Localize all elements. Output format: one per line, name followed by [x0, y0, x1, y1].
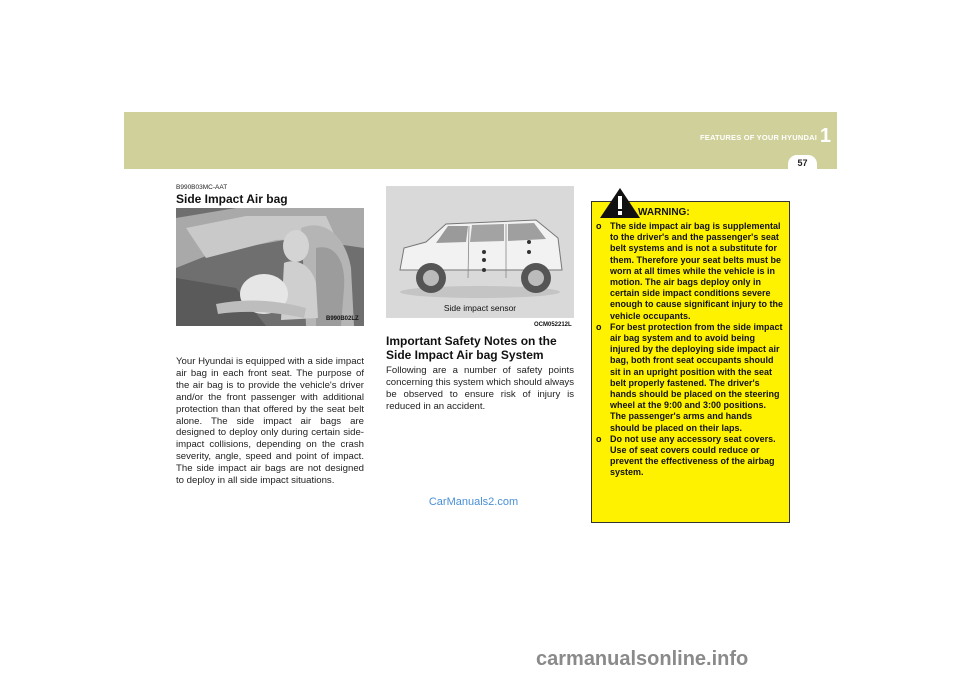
side-impact-sensor-illustration [386, 186, 574, 318]
section-code: B990B03MC-AAT [176, 184, 228, 191]
safety-notes-description: Following are a number of safety points concerning this system which should always be observed to ensure risk of injury is reduced in an accident. [386, 365, 574, 412]
warning-bullet: o [596, 433, 602, 444]
watermark-carmanualsonline: carmanualsonline.info [536, 648, 749, 670]
chapter-number: 1 [819, 125, 831, 147]
warning-item-text: For best protection from the side impact air bag system and to avoid being injured by the deploying side impact air bag, both front seat occupants should sit in an upright position with the seat belt properly fastened. The driver's hands should be placed on the steering wheel at the 9:00 and 3:00 positions. The passenger's arms and hands should be placed on their laps. [610, 321, 783, 433]
warning-list [596, 221, 784, 479]
warning-bullet: o [596, 221, 602, 231]
section-title-safety-notes: Important Safety Notes on the Side Impact Air bag System [386, 334, 557, 362]
warning-item-text: Do not use any accessory seat covers. Use of seat covers could reduce or prevent the effectiveness of the airbag system. [610, 433, 776, 478]
page-number: 57 [797, 158, 808, 168]
exclamation-icon [600, 188, 640, 223]
warning-title: WARNING: [638, 207, 690, 218]
sensor-caption: Side impact sensor [443, 303, 517, 313]
chapter-header-band [124, 112, 837, 169]
sensor-image-code: OCM052212L [534, 322, 572, 328]
side-airbag-description: Your Hyundai is equipped with a side impact air bag in each front seat. The purpose of the air bag is to provide the vehicle's driver and/or the front passenger with additional protection than that offered by the seat belt alone. The side impact air bags are designed to deploy only during certain side-impact collisions, depending on the crash severity, angle, speed and point of impact. The side impact air bags are not designed to deploy in all side impact situations. [176, 356, 364, 487]
illustration-code: B990B02LZ [326, 316, 359, 322]
side-airbag-illustration [176, 208, 364, 326]
warning-item [596, 221, 784, 322]
warning-item [596, 322, 784, 434]
section-title-side-impact-air-bag: Side Impact Air bag [176, 192, 288, 206]
chapter-title: FEATURES OF YOUR HYUNDAI [699, 133, 817, 142]
warning-item-text: The side impact air bag is supplemental to the driver's and the passenger's seat belt systems and is not a substitute for them. Therefore your seat belts must be worn at all times while the vehicle is in motion. The air bags deploy only in certain side impact conditions severe enough to cause significant injury to the vehicle occupants. [610, 221, 784, 321]
watermark-link-carmanuals2[interactable]: CarManuals2.com [428, 496, 519, 508]
warning-item [596, 434, 784, 479]
warning-bullet: o [596, 321, 602, 332]
